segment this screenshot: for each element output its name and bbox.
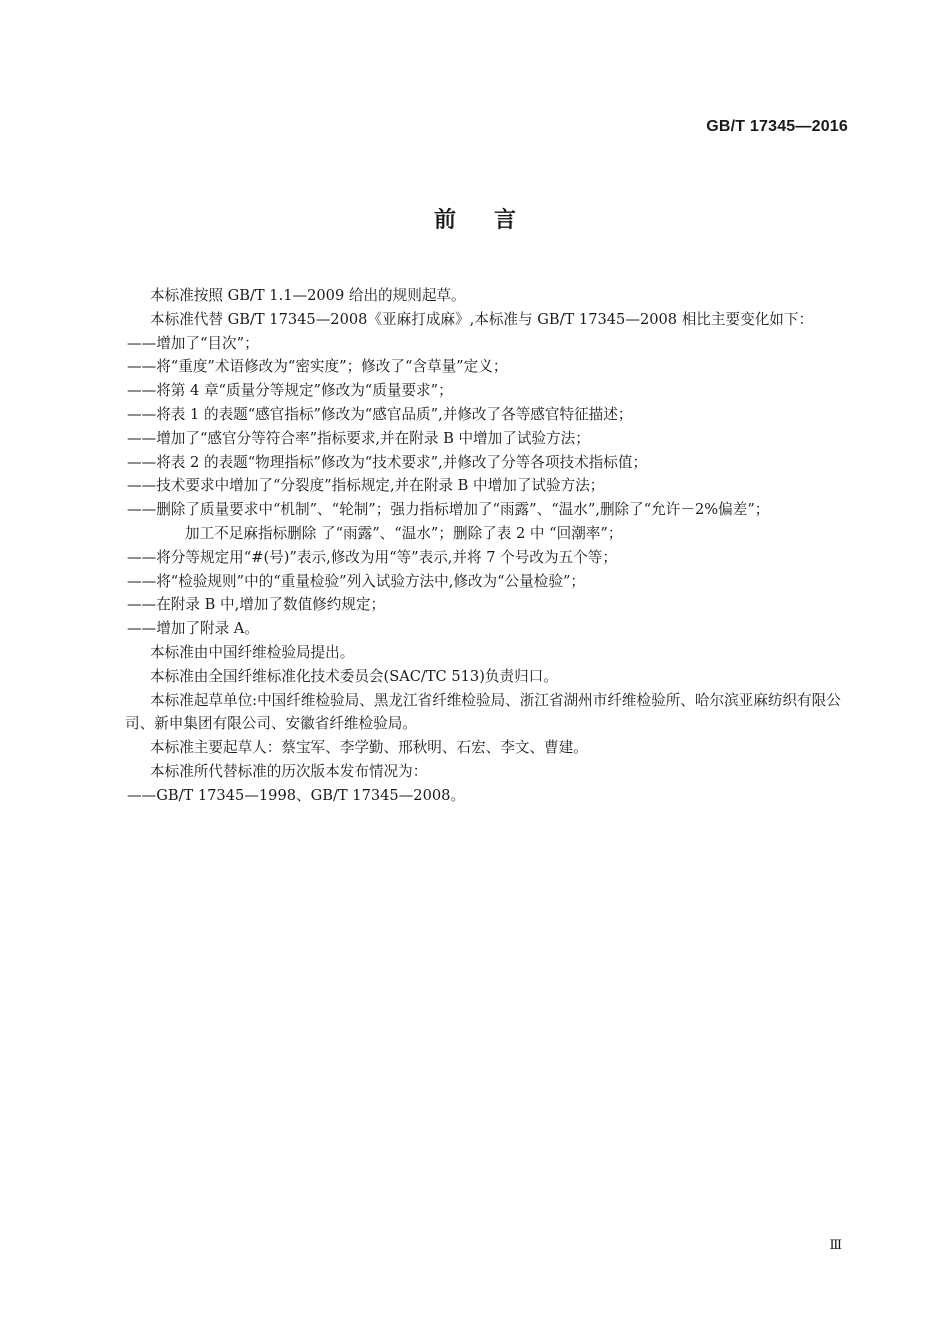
paragraph: 本标准代替 GB/T 17345—2008《亚麻打成麻》,本标准与 GB/T 17345—2008 相比主要变化如下： xyxy=(150,310,814,328)
change-list-item: ——删除了质量要求中“机制”、“轮制”；强力指标增加了“雨露”、“温水”,删除了“允许－2%偏差”； xyxy=(127,501,770,519)
change-list-item: ——增加了附录 A。 xyxy=(127,620,259,638)
paragraph: 本标准主要起草人：蔡宝军、李学勤、邢秋明、石宏、李文、曹建。 xyxy=(150,739,588,757)
change-list-item: ——技术要求中增加了“分裂度”指标规定,并在附录 B 中增加了试验方法； xyxy=(127,477,605,495)
paragraph: 本标准起草单位:中国纤维检验局、黑龙江省纤维检验局、浙江省湖州市纤维检验所、哈尔滨亚麻纺织有限公司、新申集团有限公司、安徽省纤维检验局。 xyxy=(125,691,841,733)
foreword-body xyxy=(125,284,853,808)
change-list-item: ——增加了“目次”； xyxy=(127,334,259,352)
change-list-item: ——将分等规定用“#(号)”表示,修改为用“等”表示,并将 7 个号改为五个等； xyxy=(127,548,617,566)
paragraph: 本标准按照 GB/T 1.1—2009 给出的规则起草。 xyxy=(150,287,466,304)
paragraph: 本标准所代替标准的历次版本发布情况为： xyxy=(150,762,428,780)
change-list-item: ——将“重度”术语修改为“密实度”；修改了“含草量”定义； xyxy=(127,358,508,376)
change-list-item: ——GB/T 17345—1998、GB/T 17345—2008。 xyxy=(127,786,466,804)
change-list-item: ——将表 1 的表题“感官指标”修改为“感官品质”,并修改了各等感官特征描述； xyxy=(127,405,633,423)
change-list-item: ——将表 2 的表题“物理指标”修改为“技术要求”,并修改了分等各项技术指标值； xyxy=(127,453,648,471)
standard-number-header: GB/T 17345—2016 xyxy=(706,118,848,135)
change-list-item: ——增加了“感官分等符合率”指标要求,并在附录 B 中增加了试验方法； xyxy=(127,429,590,447)
paragraph: 本标准由全国纤维标准化技术委员会(SAC/TC 513)负责归口。 xyxy=(150,667,558,685)
page-title: 前言 xyxy=(433,208,554,233)
change-list-item: ——在附录 B 中,增加了数值修约规定； xyxy=(127,596,386,614)
page-number: Ⅲ xyxy=(829,1238,842,1253)
change-list-item: ——将第 4 章“质量分等规定”修改为“质量要求”； xyxy=(127,382,453,400)
paragraph: 本标准由中国纤维检验局提出。 xyxy=(150,643,355,661)
change-list-item-continuation: 加工不足麻指标删除 了“雨露”、“温水”；删除了表 2 中 “回潮率”； xyxy=(185,524,623,542)
change-list-item: ——将“检验规则”中的“重量检验”列入试验方法中,修改为“公量检验”； xyxy=(127,572,586,590)
